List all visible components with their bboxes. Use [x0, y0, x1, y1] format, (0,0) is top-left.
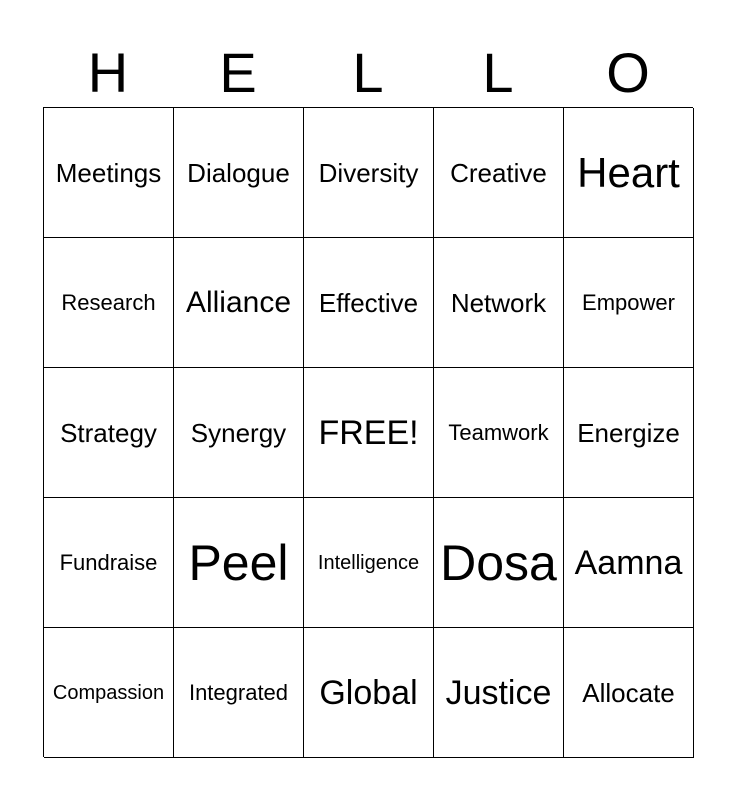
bingo-cell: Aamna — [564, 498, 694, 628]
bingo-cell: Alliance — [174, 238, 304, 368]
bingo-cell: Intelligence — [304, 498, 434, 628]
bingo-cell: Heart — [564, 108, 694, 238]
bingo-cell: Effective — [304, 238, 434, 368]
bingo-cell: Energize — [564, 368, 694, 498]
bingo-cell: Allocate — [564, 628, 694, 758]
bingo-cell: Strategy — [44, 368, 174, 498]
header-letter-o: O — [606, 41, 650, 104]
free-space-cell: FREE! — [304, 368, 434, 498]
bingo-cell: Network — [434, 238, 564, 368]
bingo-cell: Research — [44, 238, 174, 368]
bingo-cell: Dialogue — [174, 108, 304, 238]
header-letter-e: E — [219, 41, 257, 104]
bingo-cell: Diversity — [304, 108, 434, 238]
header-letter-l: L — [352, 41, 384, 104]
bingo-cell: Compassion — [44, 628, 174, 758]
bingo-cell: Teamwork — [434, 368, 564, 498]
header-letter-l-2: L — [482, 41, 514, 104]
bingo-cell: Meetings — [44, 108, 174, 238]
bingo-cell: Peel — [174, 498, 304, 628]
bingo-cell: Dosa — [434, 498, 564, 628]
bingo-cell: Creative — [434, 108, 564, 238]
bingo-cell: Synergy — [174, 368, 304, 498]
bingo-cell: Fundraise — [44, 498, 174, 628]
bingo-header — [43, 38, 693, 108]
bingo-cell: Global — [304, 628, 434, 758]
header-letter-h: H — [87, 41, 129, 104]
bingo-grid — [43, 107, 693, 757]
bingo-cell: Justice — [434, 628, 564, 758]
bingo-cell: Empower — [564, 238, 694, 368]
bingo-cell: Integrated — [174, 628, 304, 758]
